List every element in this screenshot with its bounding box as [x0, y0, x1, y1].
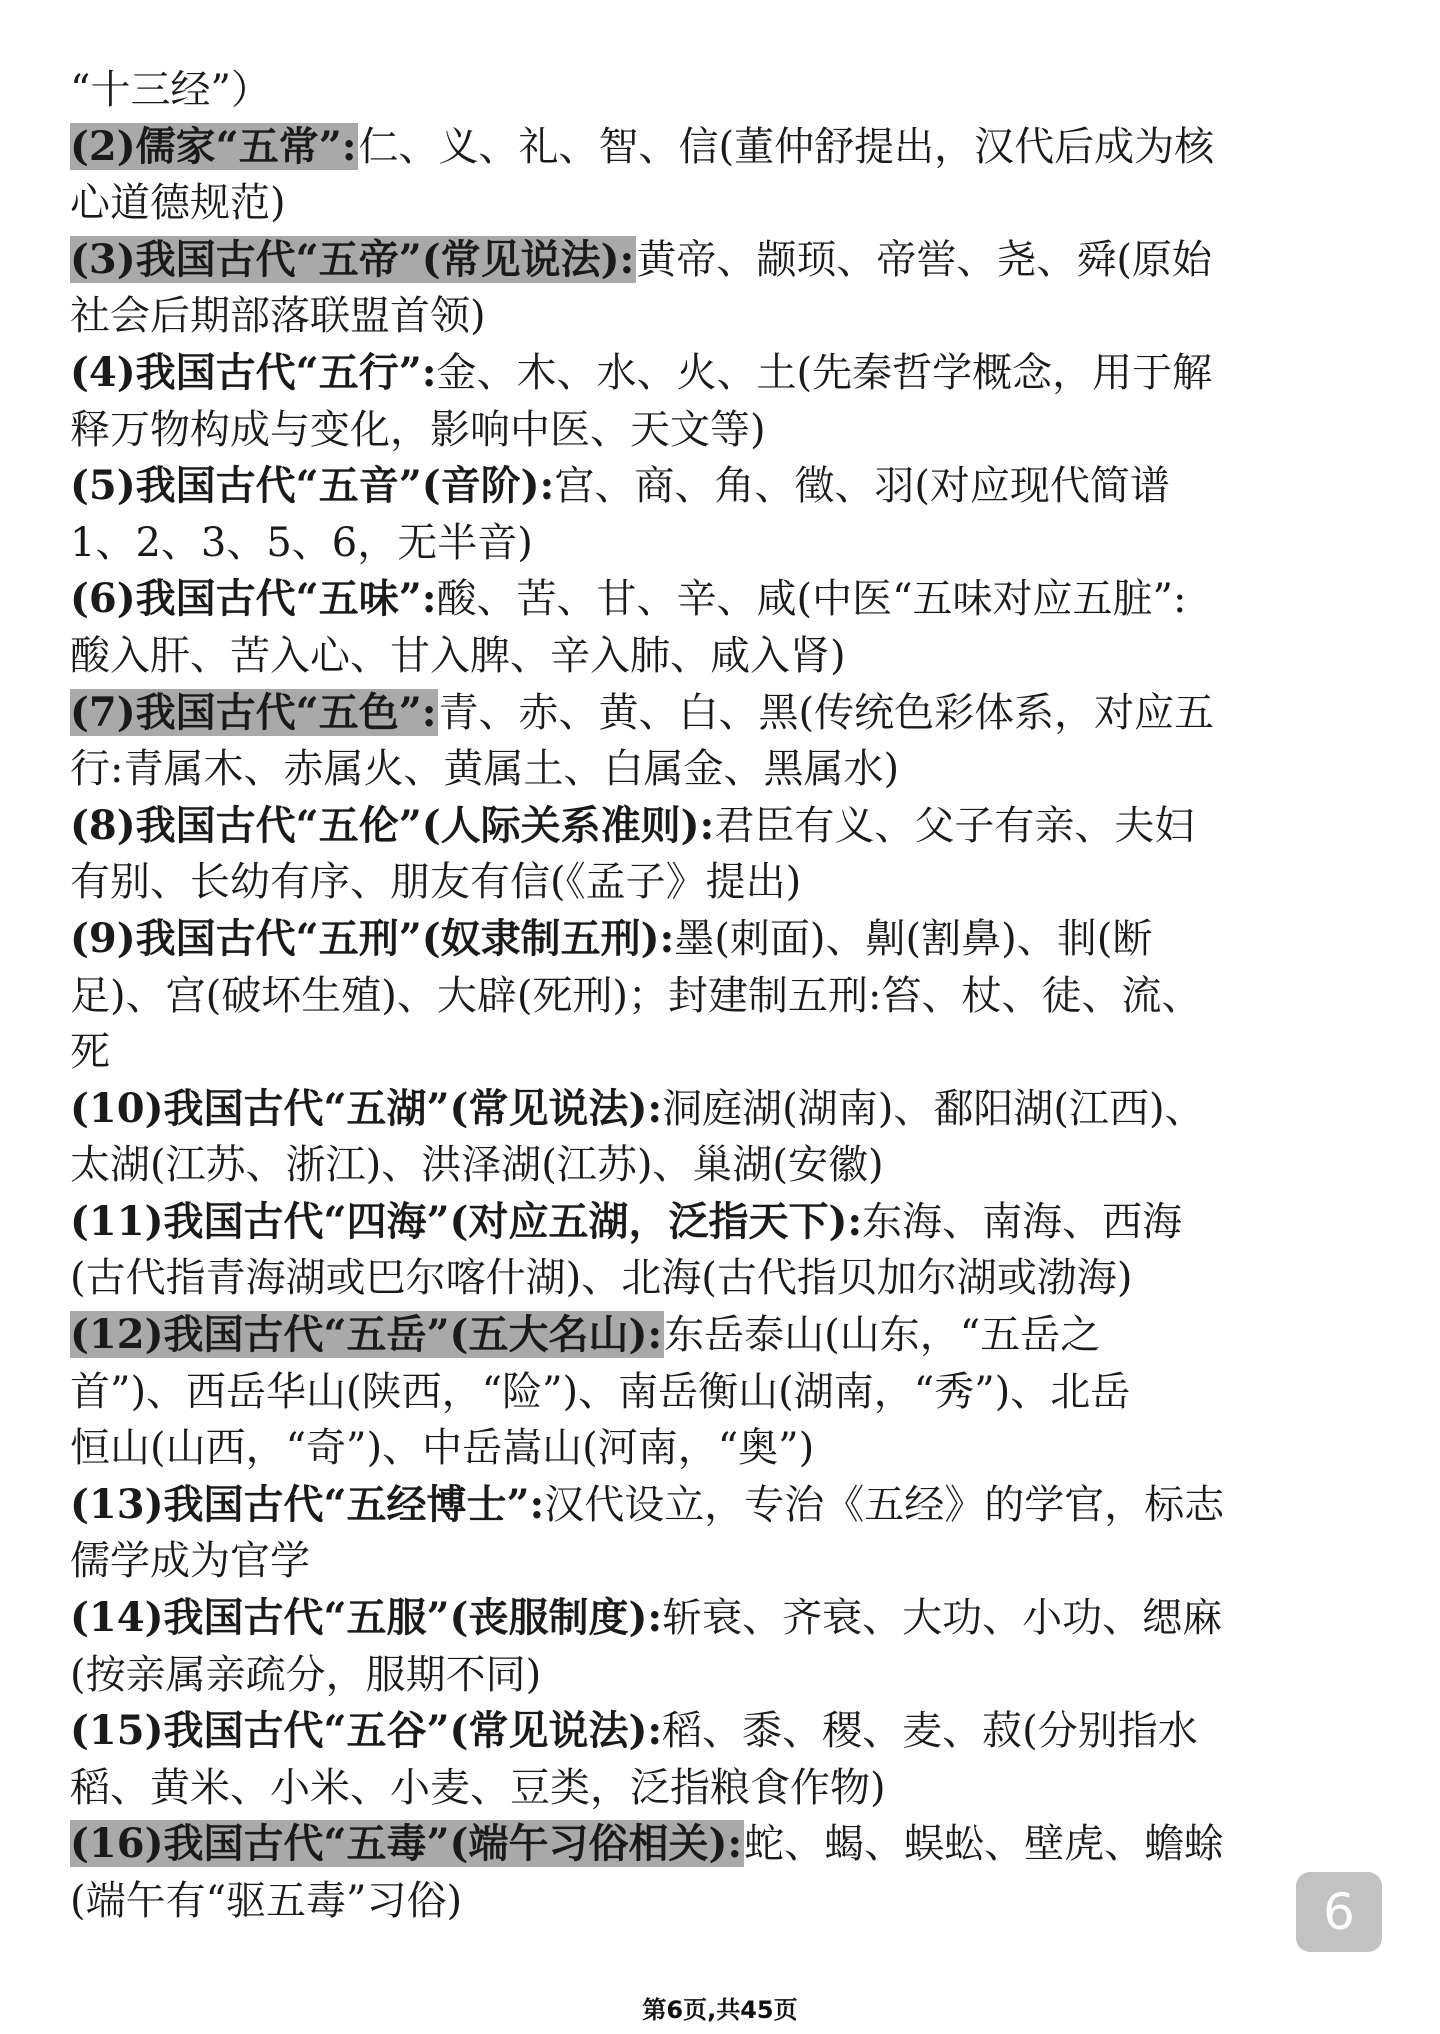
- line-text: “十三经”）: [70, 67, 271, 113]
- item-head: (9)我国古代“五刑”(奴隶制五刑):: [70, 914, 675, 962]
- line-text: 宫、商、角、徵、羽(对应现代简谱: [554, 463, 1170, 510]
- item-4-heading-line: [70, 345, 1370, 402]
- text-line: [70, 741, 1370, 798]
- item-3-heading-line: [70, 232, 1370, 289]
- item-5-heading-line: [70, 458, 1370, 515]
- line-text: 东海、南海、西海: [862, 1198, 1183, 1245]
- line-text: 稻、黍、稷、麦、菽(分别指水: [662, 1708, 1198, 1755]
- item-8-heading-line: [70, 798, 1370, 855]
- line-text: 黄帝、颛顼、帝喾、尧、舜(原始: [636, 236, 1212, 283]
- text-line: [70, 1420, 1370, 1477]
- item-head: (11)我国古代“四海”(对应五湖，泛指天下):: [70, 1197, 863, 1245]
- text-line: [70, 1760, 1370, 1817]
- line-text: 心道德规范): [70, 180, 286, 227]
- line-text: 墨(刺面)、劓(割鼻)、剕(断: [674, 915, 1153, 962]
- item-16-heading-line: [70, 1816, 1370, 1873]
- line-text: 有别、长幼有序、朋友有信(《孟子》提出): [70, 859, 802, 906]
- line-text: 恒山(山西，“奇”)、中岳嵩山(河南，“奥”): [70, 1425, 815, 1472]
- text-line: [70, 1533, 1370, 1590]
- text-line: [70, 1250, 1370, 1307]
- text-line: [70, 1647, 1370, 1704]
- text-line: [70, 1873, 1370, 1930]
- line-text: 洞庭湖(湖南)、鄱阳湖(江西)、: [662, 1085, 1205, 1132]
- item-head-highlighted: (3)我国古代“五帝”(常见说法):: [70, 235, 635, 283]
- item-head: (14)我国古代“五服”(丧服制度):: [70, 1594, 663, 1642]
- line-text: 稻、黄米、小米、小麦、豆类，泛指粮食作物): [70, 1764, 886, 1811]
- page-footer: 第6页,共45页: [642, 1996, 798, 2024]
- text-line: [70, 288, 1370, 345]
- item-head: (10)我国古代“五湖”(常见说法):: [70, 1084, 663, 1132]
- text-line: [70, 628, 1370, 685]
- item-head: (6)我国古代“五味”:: [70, 575, 437, 623]
- line-text: (按亲属亲疏分，服期不同): [70, 1651, 542, 1698]
- text-line: [70, 968, 1370, 1025]
- item-head: (8)我国古代“五伦”(人际关系准则):: [70, 801, 715, 849]
- line-text: (古代指青海湖或巴尔喀什湖)、北海(古代指贝加尔湖或渤海): [70, 1255, 1133, 1302]
- item-10-heading-line: [70, 1081, 1370, 1138]
- line-text: 太湖(江苏、浙江)、洪泽湖(江苏)、巢湖(安徽): [70, 1142, 884, 1189]
- line-text: 1、2、3、5、6，无半音): [70, 519, 533, 566]
- item-15-heading-line: [70, 1703, 1370, 1760]
- line-text: 死: [70, 1029, 110, 1076]
- page-content: [70, 62, 1370, 1930]
- page-number-badge: 6: [1296, 1872, 1382, 1952]
- item-head: (13)我国古代“五经博士”:: [70, 1480, 545, 1528]
- text-line: [70, 515, 1370, 572]
- item-head-highlighted: (12)我国古代“五岳”(五大名山):: [70, 1311, 663, 1359]
- line-text: 仁、义、礼、智、信(董仲舒提出，汉代后成为核: [358, 123, 1215, 170]
- line-text: 首”)、西岳华山(陕西，“险”)、南岳衡山(湖南，“秀”)、北岳: [70, 1368, 1131, 1415]
- line-text: 君臣有义、父子有亲、夫妇: [714, 802, 1195, 849]
- item-11-heading-line: [70, 1194, 1370, 1251]
- line-text: 酸、苦、甘、辛、咸(中医“五味对应五脏”:: [436, 576, 1187, 623]
- item-9-heading-line: [70, 911, 1370, 968]
- text-line: [70, 1137, 1370, 1194]
- line-text: 酸入肝、苦入心、甘入脾、辛入肺、咸入肾): [70, 632, 846, 679]
- line-text: 足)、宫(破坏生殖)、大辟(死刑)；封建制五刑:笞、杖、徒、流、: [70, 972, 1202, 1019]
- text-line: [70, 1024, 1370, 1081]
- line-text: 社会后期部落联盟首领): [70, 293, 486, 340]
- item-head-highlighted: (2)儒家“五常”:: [70, 122, 357, 170]
- text-line: [70, 854, 1370, 911]
- line-text: 蛇、蝎、蜈蚣、壁虎、蟾蜍: [744, 1821, 1225, 1868]
- text-line: [70, 175, 1370, 232]
- line-text: 东岳泰山(山东，“五岳之: [664, 1312, 1101, 1359]
- line-text: 行:青属木、赤属火、黄属土、白属金、黑属水): [70, 746, 900, 793]
- item-7-heading-line: [70, 685, 1370, 742]
- item-13-heading-line: [70, 1477, 1370, 1534]
- text-line: [70, 62, 1370, 119]
- item-head-highlighted: (16)我国古代“五毒”(端午习俗相关):: [70, 1820, 743, 1868]
- line-text: 青、赤、黄、白、黑(传统色彩体系，对应五: [438, 689, 1215, 736]
- item-6-heading-line: [70, 571, 1370, 628]
- text-line: [70, 402, 1370, 459]
- line-text: 斩衰、齐衰、大功、小功、缌麻: [662, 1595, 1223, 1642]
- item-head-highlighted: (7)我国古代“五色”:: [70, 688, 437, 736]
- line-text: (端午有“驱五毒”习俗): [70, 1878, 463, 1924]
- item-head: (5)我国古代“五音”(音阶):: [70, 462, 555, 510]
- item-head: (4)我国古代“五行”:: [70, 348, 437, 396]
- line-text: 释万物构成与变化，影响中医、天文等): [70, 406, 766, 453]
- item-14-heading-line: [70, 1590, 1370, 1647]
- text-line: [70, 1364, 1370, 1421]
- item-12-heading-line: [70, 1307, 1370, 1364]
- line-text: 汉代设立，专治《五经》的学官，标志: [544, 1481, 1225, 1528]
- item-head: (15)我国古代“五谷”(常见说法):: [70, 1707, 663, 1755]
- item-2-heading-line: [70, 119, 1370, 176]
- line-text: 金、木、水、火、土(先秦哲学概念，用于解: [436, 349, 1213, 396]
- line-text: 儒学成为官学: [70, 1538, 310, 1585]
